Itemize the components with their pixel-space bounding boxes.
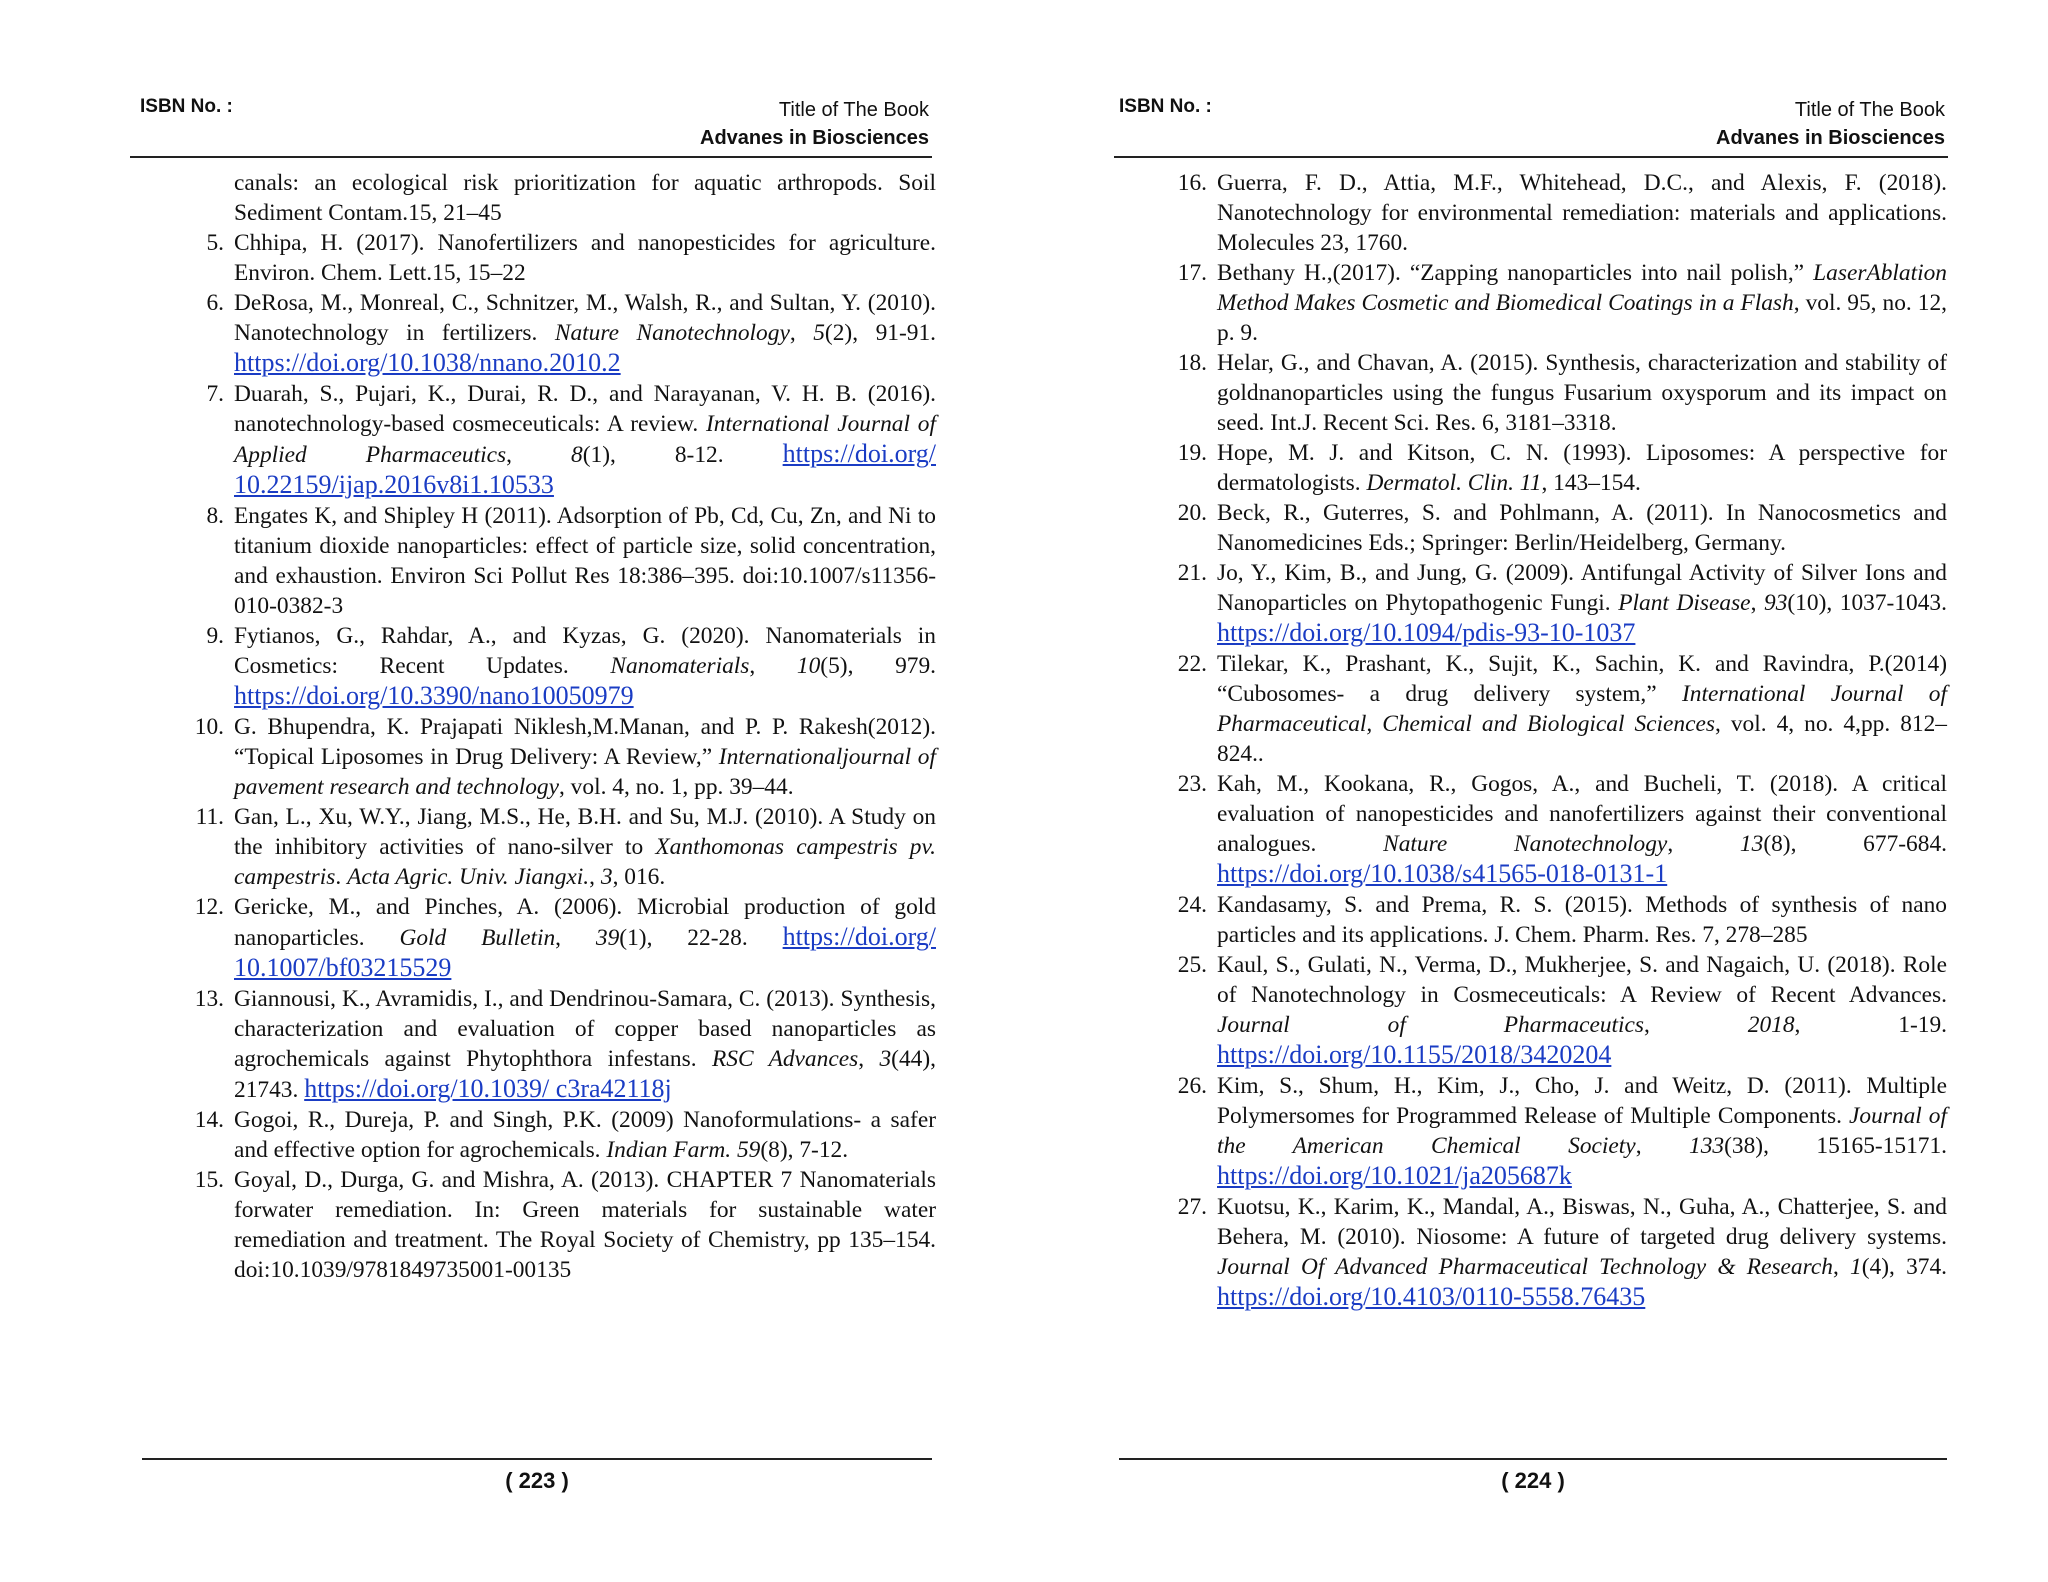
right-page (1024, 0, 2048, 1582)
reference-item: 23. Kah, M., Kookana, R., Gogos, A., and Bucheli, T. (2018). A critical evaluation of nanopesticides and nanofertilizers against their conventional analogues. Nature Nanotechnology, 13(8), 677-684. https://doi.org/10.1038/s41565-018-0131-1 (1177, 771, 1947, 888)
reference-item: 25. Kaul, S., Gulati, N., Verma, D., Mukherjee, S. and Nagaich, U. (2018). Role of Nanotechnology in Cosmeceuticals: A Review of Recent Advances. Journal of Pharmaceutics, 2018, 1-19. https://doi.org/10.1155/2018/3420204 (1177, 952, 1947, 1069)
page-number: ( 224 ) (1501, 1468, 1565, 1493)
reference-item: 14. Gogoi, R., Dureja, P. and Singh, P.K. (2009) Nanoformulations- a safer and effective option for agrochemicals. Indian Farm. 59(8), 7-12. (194, 1107, 936, 1163)
reference-item: 5. Chhipa, H. (2017). Nanofertilizers and nanopesticides for agriculture. Environ. Chem. Lett.15, 15–22 (206, 230, 936, 286)
footer-rule (1119, 1458, 1947, 1460)
reference-item: 15. Goyal, D., Durga, G. and Mishra, A. (2013). CHAPTER 7 Nanomaterials forwater remediation. In: Green materials for sustainable water remediation and treatment. The Royal Society of Chemistry, pp 135–154. doi:10.1039/9781849735001-00135 (194, 1167, 936, 1283)
header-rule (130, 156, 932, 158)
reference-item: 22. Tilekar, K., Prashant, K., Sujit, K., Sachin, K. and Ravindra, P.(2014) “Cubosomes- a drug delivery system,” International Journal of Pharmaceutical, Chemical and Biological Sciences, vol. 4, no. 4,pp. 812–824.. (1177, 651, 1947, 767)
doi-link[interactable]: https://doi.org/10.1038/nnano.2010.2 (234, 348, 621, 377)
reference-item: 17. Bethany H.,(2017). “Zapping nanoparticles into nail polish,” LaserAblation Method Makes Cosmetic and Biomedical Coatings in a Flash, vol. 95, no. 12, p. 9. (1177, 260, 1947, 346)
book-title-line1: Title of The Book (1794, 99, 1945, 121)
reference-item: 19. Hope, M. J. and Kitson, C. N. (1993). Liposomes: A perspective for dermatologists. Dermatol. Clin. 11, 143–154. (1177, 440, 1947, 496)
reference-item: 7. Duarah, S., Pujari, K., Durai, R. D., and Narayanan, V. H. B. (2016). nanotechnology-based cosmeceuticals: A review. International Journal of Applied Pharmaceutics, 8(1), 8-12. https://doi.org/ 10.22159/ijap.2016v8i1.10533 (206, 381, 936, 499)
book-title-header (1716, 96, 1945, 152)
reference-item: 6. DeRosa, M., Monreal, C., Schnitzer, M., Walsh, R., and Sultan, Y. (2010). Nanotechnology in fertilizers. Nature Nanotechnology, 5(2), 91-91. https://doi.org/10.1038/nnano.2010.2 (206, 290, 936, 377)
doi-link[interactable]: https://doi.org/10.3390/nano10050979 (234, 681, 634, 710)
isbn-label: ISBN No. : (140, 96, 233, 117)
reference-item: 12. Gericke, M., and Pinches, A. (2006). Microbial production of gold nanoparticles. Gold Bulletin, 39(1), 22-28. https://doi.org/ 10.1007/bf03215529 (194, 894, 936, 982)
book-title-line2: Advanes in Biosciences (700, 127, 929, 149)
reference-item: 13. Giannousi, K., Avramidis, I., and Dendrinou-Samara, C. (2013). Synthesis, characterization and evaluation of copper based nanoparticles as agrochemicals against Phytophthora infestans. RSC Advances, 3(44), 21743. https://doi.org/10.1039/ c3ra42118j (194, 986, 936, 1103)
doi-link[interactable]: https://doi.org/10.1038/s41565-018-0131-1 (1217, 859, 1668, 888)
isbn-label: ISBN No. : (1119, 96, 1212, 117)
reference-item: 10. G. Bhupendra, K. Prajapati Niklesh,M.Manan, and P. P. Rakesh(2012). “Topical Liposomes in Drug Delivery: A Review,” Internationaljournal of pavement research and technology, vol. 4, no. 1, pp. 39–44. (194, 714, 936, 800)
reference-item: 26. Kim, S., Shum, H., Kim, J., Cho, J. and Weitz, D. (2011). Multiple Polymersomes for Programmed Release of Multiple Components. Journal of the American Chemical Society, 133(38), 15165-15171. https://doi.org/10.1021/ja205687k (1177, 1073, 1948, 1190)
doi-link[interactable]: https://doi.org/10.1155/2018/3420204 (1217, 1040, 1612, 1069)
reference-item: 8. Engates K, and Shipley H (2011). Adsorption of Pb, Cd, Cu, Zn, and Ni to titanium dioxide nanoparticles: effect of particle size, solid concentration, and exhaustion. Environ Sci Pollut Res 18:386–395. doi:10.1007/s11356-010-0382-3 (206, 503, 936, 619)
reference-item: 21. Jo, Y., Kim, B., and Jung, G. (2009). Antifungal Activity of Silver Ions and Nanoparticles on Phytopathogenic Fungi. Plant Disease, 93(10), 1037-1043. https://doi.org/10.1094/pdis-93-10-1037 (1177, 560, 1947, 647)
reference-item: 11. Gan, L., Xu, W.Y., Jiang, M.S., He, B.H. and Su, M.J. (2010). A Study on the inhibitory activities of nano-silver to Xanthomonas campestris pv. campestris. Acta Agric. Univ. Jiangxi., 3, 016. (195, 804, 936, 890)
right-references (1166, 168, 1947, 1313)
footer-rule (142, 1458, 932, 1460)
doi-link[interactable]: https://doi.org/10.1021/ja205687k (1217, 1161, 1572, 1190)
doi-link[interactable]: https://doi.org/10.4103/0110-5558.76435 (1217, 1282, 1646, 1311)
book-title-line2: Advanes in Biosciences (1716, 127, 1945, 149)
reference-item: 24. Kandasamy, S. and Prema, R. S. (2015). Methods of synthesis of nano particles and its applications. J. Chem. Pharm. Res. 7, 278–285 (1177, 892, 1947, 948)
reference-item: 18. Helar, G., and Chavan, A. (2015). Synthesis, characterization and stability of goldnanoparticles using the fungus Fusarium oxysporum and its impact on seed. Int.J. Recent Sci. Res. 6, 3181–3318. (1177, 350, 1947, 436)
book-title-line1: Title of The Book (778, 99, 929, 121)
reference-item: 20. Beck, R., Guterres, S. and Pohlmann, A. (2011). In Nanocosmetics and Nanomedicines Eds.; Springer: Berlin/Heidelberg, Germany. (1177, 500, 1947, 556)
doi-link[interactable]: https://doi.org/10.1094/pdis-93-10-1037 (1217, 618, 1636, 647)
doi-link[interactable]: https://doi.org/ 10.1007/bf03215529 (234, 922, 936, 982)
header-rule (1114, 156, 1948, 158)
page-number: ( 223 ) (505, 1468, 569, 1493)
reference-continuation: canals: an ecological risk prioritization for aquatic arthropods. Soil Sediment Contam.15, 21–45 (234, 170, 936, 226)
reference-item: 9. Fytianos, G., Rahdar, A., and Kyzas, G. (2020). Nanomaterials in Cosmetics: Recent Updates. Nanomaterials, 10(5), 979. https://doi.org/10.3390/nano10050979 (206, 623, 936, 710)
reference-item: 16. Guerra, F. D., Attia, M.F., Whitehead, D.C., and Alexis, F. (2018). Nanotechnology for environmental remediation: materials and applications. Molecules 23, 1760. (1177, 170, 1947, 256)
doi-link[interactable]: https://doi.org/10.1039/ c3ra42118j (304, 1074, 672, 1103)
reference-item: 27. Kuotsu, K., Karim, K., Mandal, A., Biswas, N., Guha, A., Chatterjee, S. and Behera, M. (2010). Niosome: A future of targeted drug delivery systems. Journal Of Advanced Pharmaceutical Technology & Research, 1(4), 374. https://doi.org/10.4103/0110-5558.76435 (1177, 1194, 1947, 1311)
left-references (183, 168, 936, 1285)
doi-link[interactable]: https://doi.org/ 10.22159/ijap.2016v8i1.10533 (234, 439, 936, 499)
book-title-header (700, 96, 929, 152)
